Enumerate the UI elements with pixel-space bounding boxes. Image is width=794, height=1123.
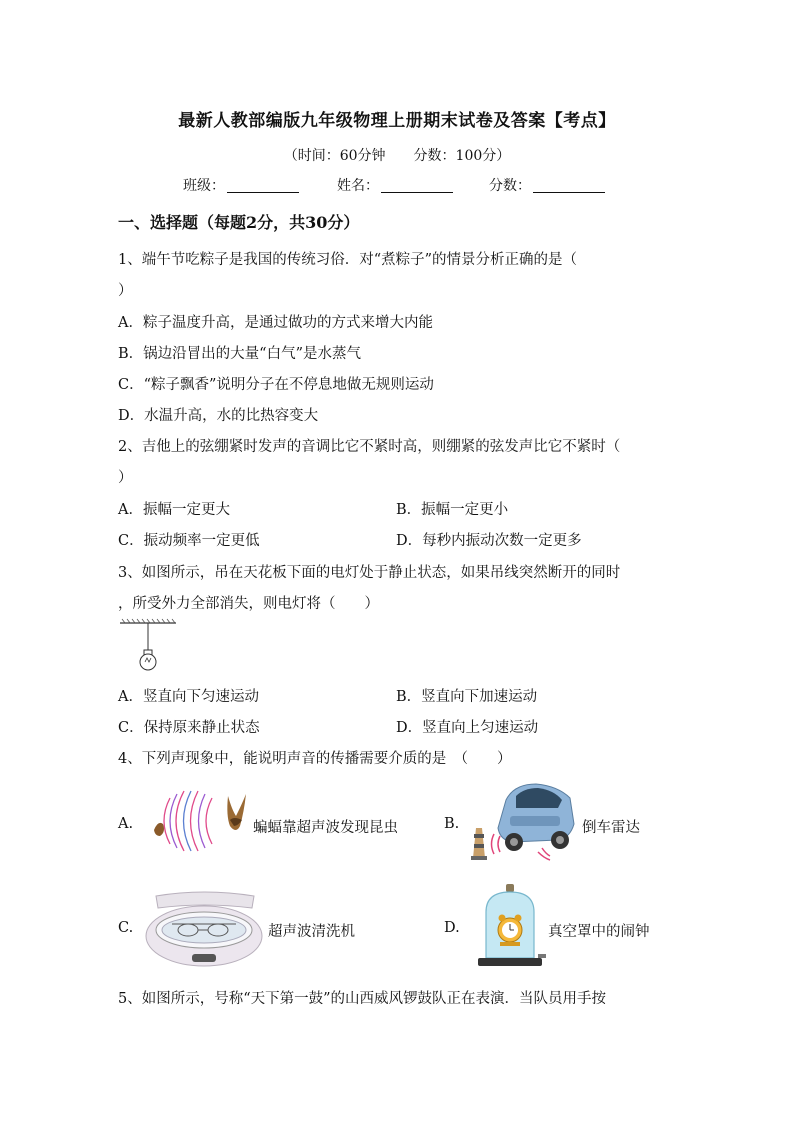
q4-option-a-letter: A. bbox=[118, 816, 134, 832]
q1-stem-cont: ） bbox=[118, 283, 133, 299]
q3-option-b: B．竖直向下加速运动 bbox=[396, 689, 538, 705]
q1-stem: 1、端午节吃粽子是我国的传统习俗．对“煮粽子”的情景分析正确的是（ bbox=[118, 252, 578, 268]
q1-option-a: A．粽子温度升高，是通过做功的方式来增大内能 bbox=[118, 315, 433, 331]
q4-option-a-label: 蝙蝠靠超声波发现昆虫 bbox=[253, 820, 398, 836]
score-blank bbox=[533, 178, 605, 193]
bat-ultrasound-image bbox=[150, 786, 252, 856]
q2-option-b: B．振幅一定更小 bbox=[396, 502, 509, 518]
exam-title: 最新人教部编版九年级物理上册期末试卷及答案【考点】 bbox=[178, 111, 616, 131]
class-label: 班级： bbox=[183, 178, 225, 194]
class-field bbox=[183, 175, 299, 195]
q3-option-d: D．竖直向上匀速运动 bbox=[396, 720, 539, 736]
class-blank bbox=[227, 178, 299, 193]
q3-stem: 3、如图所示，吊在天花板下面的电灯处于静止状态，如果吊线突然断开的同时 bbox=[118, 565, 621, 581]
section-title: 一、选择题（每题2分，共30分） bbox=[118, 213, 360, 232]
q2-option-a: A．振幅一定更大 bbox=[118, 502, 230, 518]
q2-option-c: C．振动频率一定更低 bbox=[118, 533, 260, 549]
q3-stem-cont: ，所受外力全部消失，则电灯将（ ） bbox=[118, 596, 379, 612]
vacuum-bell-jar-image bbox=[474, 882, 546, 972]
q1-option-c: C．“粽子飘香”说明分子在不停息地做无规则运动 bbox=[118, 377, 434, 393]
q4-option-b-letter: B. bbox=[444, 816, 460, 832]
q4-stem: 4、下列声现象中，能说明声音的传播需要介质的是 （ ） bbox=[118, 751, 512, 767]
name-label: 姓名： bbox=[337, 178, 379, 194]
q3-option-c: C．保持原来静止状态 bbox=[118, 720, 260, 736]
q3-option-a: A．竖直向下匀速运动 bbox=[118, 689, 259, 705]
exam-subtitle: （时间：60分钟 分数：100分） bbox=[283, 148, 511, 164]
ultrasonic-cleaner-image bbox=[142, 890, 266, 972]
name-blank bbox=[381, 178, 453, 193]
q2-option-d: D．每秒内振动次数一定更多 bbox=[396, 533, 582, 549]
name-field bbox=[337, 175, 453, 195]
q4-option-d-letter: D. bbox=[444, 920, 460, 936]
reversing-radar-image bbox=[466, 780, 578, 862]
q4-option-c-letter: C. bbox=[118, 920, 134, 936]
score-field bbox=[489, 175, 605, 195]
q4-option-b-label: 倒车雷达 bbox=[582, 820, 640, 836]
q4-option-d-label: 真空罩中的闹钟 bbox=[548, 924, 650, 940]
hanging-lamp-figure bbox=[118, 618, 178, 674]
q2-stem-cont: ） bbox=[118, 470, 133, 486]
score-label: 分数： bbox=[489, 178, 531, 194]
q5-stem: 5、如图所示，号称“天下第一鼓”的山西威风锣鼓队正在表演．当队员用手按 bbox=[118, 991, 607, 1007]
q1-option-d: D．水温升高，水的比热容变大 bbox=[118, 408, 319, 424]
q4-option-c-label: 超声波清洗机 bbox=[268, 924, 355, 940]
q2-stem: 2、吉他上的弦绷紧时发声的音调比它不紧时高，则绷紧的弦发声比它不紧时（ bbox=[118, 439, 621, 455]
q1-option-b: B．锅边沿冒出的大量“白气”是水蒸气 bbox=[118, 346, 361, 362]
